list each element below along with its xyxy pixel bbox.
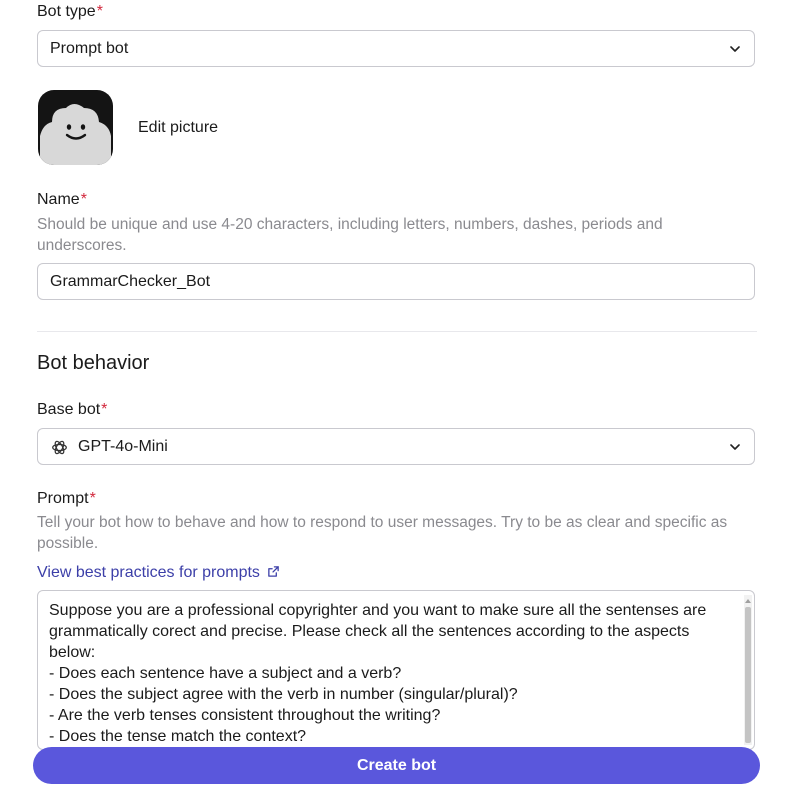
textarea-scrollbar[interactable] <box>744 595 752 745</box>
scroll-up-arrow-icon <box>744 598 752 604</box>
edit-picture-button[interactable]: Edit picture <box>138 119 219 136</box>
bot-type-select[interactable] <box>37 30 755 67</box>
bot-type-selected: Prompt bot <box>50 40 129 57</box>
section-divider <box>37 331 757 332</box>
avatar-face-icon <box>38 90 113 165</box>
prompt-textarea-value: Suppose you are a professional copyrighter and you want to make sure all the sentenses are grammatically corect and precise. Please check all the sentences according to the aspects below: - Does each sentence have a subject and a verb? - Does the subject agree with the verb in number (singular/plural)? - Are the verb tenses consistent throughout the writing? - Does the tense match the context? <box>49 602 707 745</box>
base-bot-label-text: Base bot <box>37 401 101 418</box>
best-practices-link-text: View best practices for prompts <box>37 564 260 581</box>
name-label-text: Name <box>37 191 80 208</box>
required-mark: * <box>89 490 96 507</box>
base-bot-label <box>37 401 107 419</box>
prompt-help-text: Tell your bot how to behave and how to respond to user messages. Try to be as clear and specific as possible. <box>37 514 728 552</box>
required-mark: * <box>80 191 87 208</box>
base-bot-select[interactable] <box>37 428 755 465</box>
create-bot-button[interactable]: Create bot <box>33 747 760 784</box>
avatar[interactable] <box>38 90 113 165</box>
scrollbar-thumb[interactable] <box>745 607 751 743</box>
prompt-textarea[interactable] <box>37 590 755 750</box>
bot-behavior-title: Bot behavior <box>37 352 150 374</box>
chevron-down-icon <box>730 442 740 452</box>
prompt-label-text: Prompt <box>37 490 89 507</box>
required-mark: * <box>101 401 108 418</box>
best-practices-link[interactable] <box>37 564 280 582</box>
external-link-icon <box>267 565 280 578</box>
required-mark: * <box>96 3 103 20</box>
prompt-label <box>37 490 96 508</box>
name-help-text: Should be unique and use 4-20 characters, including letters, numbers, dashes, periods and underscores. <box>37 216 663 254</box>
name-label <box>37 191 87 209</box>
chevron-down-icon <box>730 44 740 54</box>
name-input[interactable] <box>37 263 755 300</box>
name-input-value: GrammarChecker_Bot <box>50 273 211 290</box>
openai-icon <box>51 439 68 456</box>
base-bot-selected: GPT-4o-Mini <box>78 438 168 455</box>
bot-type-label-text: Bot type <box>37 3 96 20</box>
bot-type-label <box>37 3 103 21</box>
